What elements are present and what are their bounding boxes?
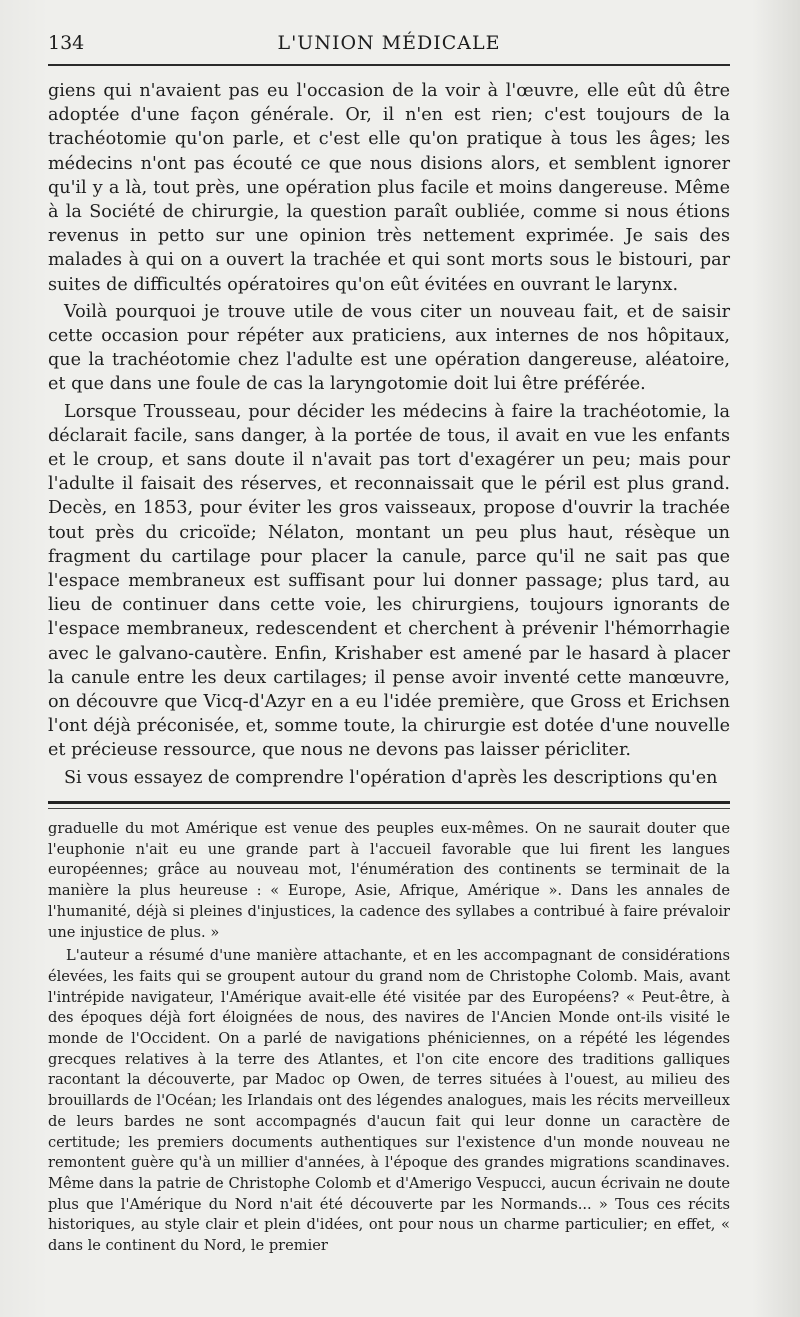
main-paragraph: Lorsque Trousseau, pour décider les médecins à faire la trachéotomie, la déclarait facile, sans danger, à la portée de tous, il avait en vue les enfants et le croup, et sans doute il n'avait pas tort d'exagérer un peu; mais pour l'adulte il faisait des réserves, et reconnaissait que le péril est plus grand. Decès, en 1853, pour éviter les gros vaisseaux, propose d'ouvrir la trachée tout près du cricoïde; Nélaton, montant un peu plus haut, résèque un fragment du cartilage pour placer la canule, parce qu'il ne sait pas que l'espace membraneux est suffisant pour lui donner passage; plus tard, au lieu de continuer dans cette voie, les chirurgiens, toujours ignorants de l'espace membraneux, redescendent et cherchent à prévenir l'hémorrhagie avec le galvano-cautère. Enfin, Krishaber est amené par le hasard à placer la canule entre les deux cartilages; il pense avoir inventé cette manœuvre, on découvre que Vicq-d'Azyr en a eu l'idée première, que Gross et Erichsen l'ont déjà préconisée, et, somme toute, la chirurgie est dotée d'une nouvelle et précieuse ressource, que nous ne devons pas laisser péricliter. [48,401,730,761]
footnote-paragraph: graduelle du mot Amérique est venue des peuples eux-mêmes. On ne saurait douter que l'euphonie n'ait eu une grande part à l'accueil favorable que lui firent les langues européennes; grâce au nouveau mot, l'énumération des continents se terminait de la manière la plus heureuse : « Europe, Asie, Afrique, Amérique ». Dans les annales de l'humanité, déjà si pleines d'injustices, la cadence des syllabes a contribué à faire prévaloir une injustice de plus. » [48,820,730,941]
main-paragraph: giens qui n'avaient pas eu l'occasion de la voir à l'œuvre, elle eût dû être adoptée d'une façon générale. Or, il n'en est rien; c'est toujours de la trachéotomie qu'on parle, et c'est elle qu'on pratique à tous les âges; les médecins n'ont pas écouté ce que nous disions alors, et semblent ignorer qu'il y a là, tout près, une opération plus facile et moins dangereuse. Même à la Société de chirurgie, la question paraît oubliée, comme si nous étions revenus in petto sur une opinion très nettement exprimée. Je sais des malades à qui on a ouvert la trachée et qui sont morts sous le bistouri, par suites de difficultés opératoires qu'on eût évitées en ouvrant le larynx. [48,81,730,295]
footnote-separator [48,801,730,804]
running-head: L'UNION MÉDICALE [277,32,501,54]
main-text [48,79,730,790]
main-paragraph: Si vous essayez de comprendre l'opération d'après les descriptions qu'en [64,767,718,788]
footnote-paragraph: L'auteur a résumé d'une manière attachante, et en les accompagnant de considérations élevées, les faits qui se groupent autour du grand nom de Christophe Colomb. Mais, avant l'intrépide navigateur, l'Amérique avait-elle été visitée par des Européens? « Peut-être, à des époques déjà fort éloignées de nous, des navires de l'Ancien Monde ont-ils visité le monde de l'Occident. On a parlé de navigations phéniciennes, on a répété les légendes grecques relatives à la terre des Atlantes, et l'on cite encore des traditions galliques racontant la découverte, par Madoc op Owen, de terres situées à l'ouest, au milieu des brouillards de l'Océan; les Irlandais ont des légendes analogues, mais les récits merveilleux de leurs bardes ne sont accompagnés d'aucun fait qui leur donne un caractère de certitude; les premiers documents authentiques sur l'existence d'un monde nouveau ne remontent guère qu'à un millier d'années, à l'époque des grandes migrations scandinaves. Même dans la patrie de Christophe Colomb et d'Amerigo Vespucci, aucun écrivain ne doute plus que l'Amérique du Nord n'ait été découverte par les Normands... » Tous ces récits historiques, au style clair et plein d'idées, ont pour nous un charme particulier; en effet, « dans le continent du Nord, le premier [48,947,730,1255]
page-number: 134 [48,32,85,54]
page-header [48,32,730,60]
footnote-separator-thin [48,808,730,809]
main-paragraph: Voilà pourquoi je trouve utile de vous citer un nouveau fait, et de saisir cette occasion pour répéter aux praticiens, aux internes de nos hôpitaux, que la trachéotomie chez l'adulte est une opération dangereuse, aléatoire, et que dans une foule de cas la laryngotomie doit lui être préférée. [48,301,730,395]
header-rule [48,64,730,66]
footnote-text [48,819,730,1257]
